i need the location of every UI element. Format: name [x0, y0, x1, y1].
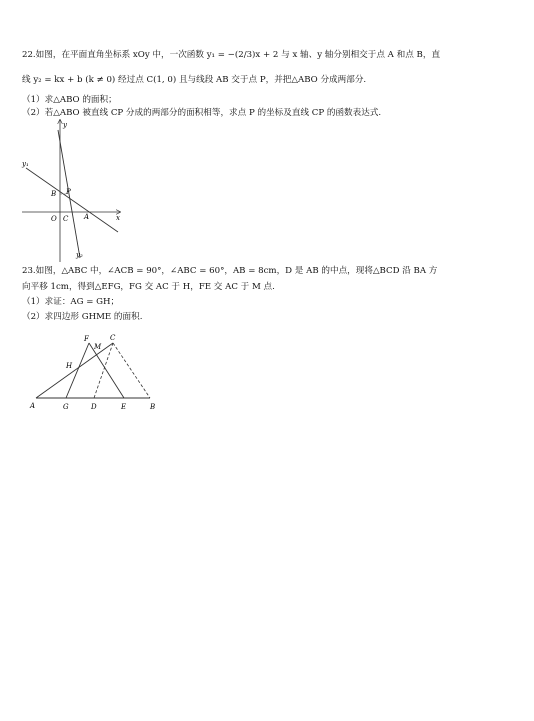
q23-label-H: H — [66, 362, 73, 370]
q22-label-B: B — [51, 190, 57, 198]
q23-FG — [66, 343, 89, 398]
q22-label-y2: y₂ — [76, 251, 83, 259]
q23-label-M: M — [94, 343, 102, 351]
q22-line-y1 — [26, 168, 118, 232]
q22-label-O: O — [51, 215, 57, 223]
q22-label-y1: y₁ — [22, 160, 29, 168]
q23-CD — [94, 343, 113, 398]
q22-label-C: C — [63, 215, 69, 223]
q22-line2: 线 y₂ = kx + b (k ≠ 0) 经过点 C(1, 0) 且与线段 AB 交于点 P，并把△ABO 分成两部分. — [22, 75, 367, 85]
q22-part1: （1）求△ABO 的面积； — [22, 95, 117, 105]
q22-label-P: P — [66, 188, 71, 196]
q23-figure — [29, 334, 155, 411]
q23-label-G: G — [63, 403, 69, 411]
q23-part1: （1）求证：AG = GH； — [22, 297, 120, 307]
q22-part2: （2）若△ABO 被直线 CP 分成的两部分的面积相等，求点 P 的坐标及直线 CP 的函数表达式. — [22, 108, 382, 118]
q23-line1: 23.如图，△ABC 中，∠ACB = 90°，∠ABC = 60°，AB = 8cm，D 是 AB 的中点，现将△BCD 沿 BA 方 — [22, 266, 438, 276]
q23-AC — [36, 343, 113, 398]
q22-label-A: A — [84, 213, 90, 221]
q23-label-D: D — [91, 403, 97, 411]
q23-label-B: B — [150, 403, 156, 411]
q23-part2: （2）求四边形 GHME 的面积. — [22, 312, 143, 322]
q23-label-F: F — [84, 335, 89, 343]
q22-line1: 22.如图，在平面直角坐标系 xOy 中，一次函数 y₁ = −(2/3)x + 2 与 x 轴、y 轴分别相交于点 A 和点 B，直 — [22, 50, 441, 60]
q22-label-x: x — [116, 214, 120, 222]
q23-label-C: C — [110, 334, 116, 342]
q23-line2: 向平移 1cm，得到△EFG，FG 交 AC 于 H，FE 交 AC 于 M 点. — [22, 282, 275, 292]
q23-label-E: E — [121, 403, 127, 411]
q22-label-y: y — [63, 121, 67, 129]
q23-label-A: A — [30, 402, 36, 410]
